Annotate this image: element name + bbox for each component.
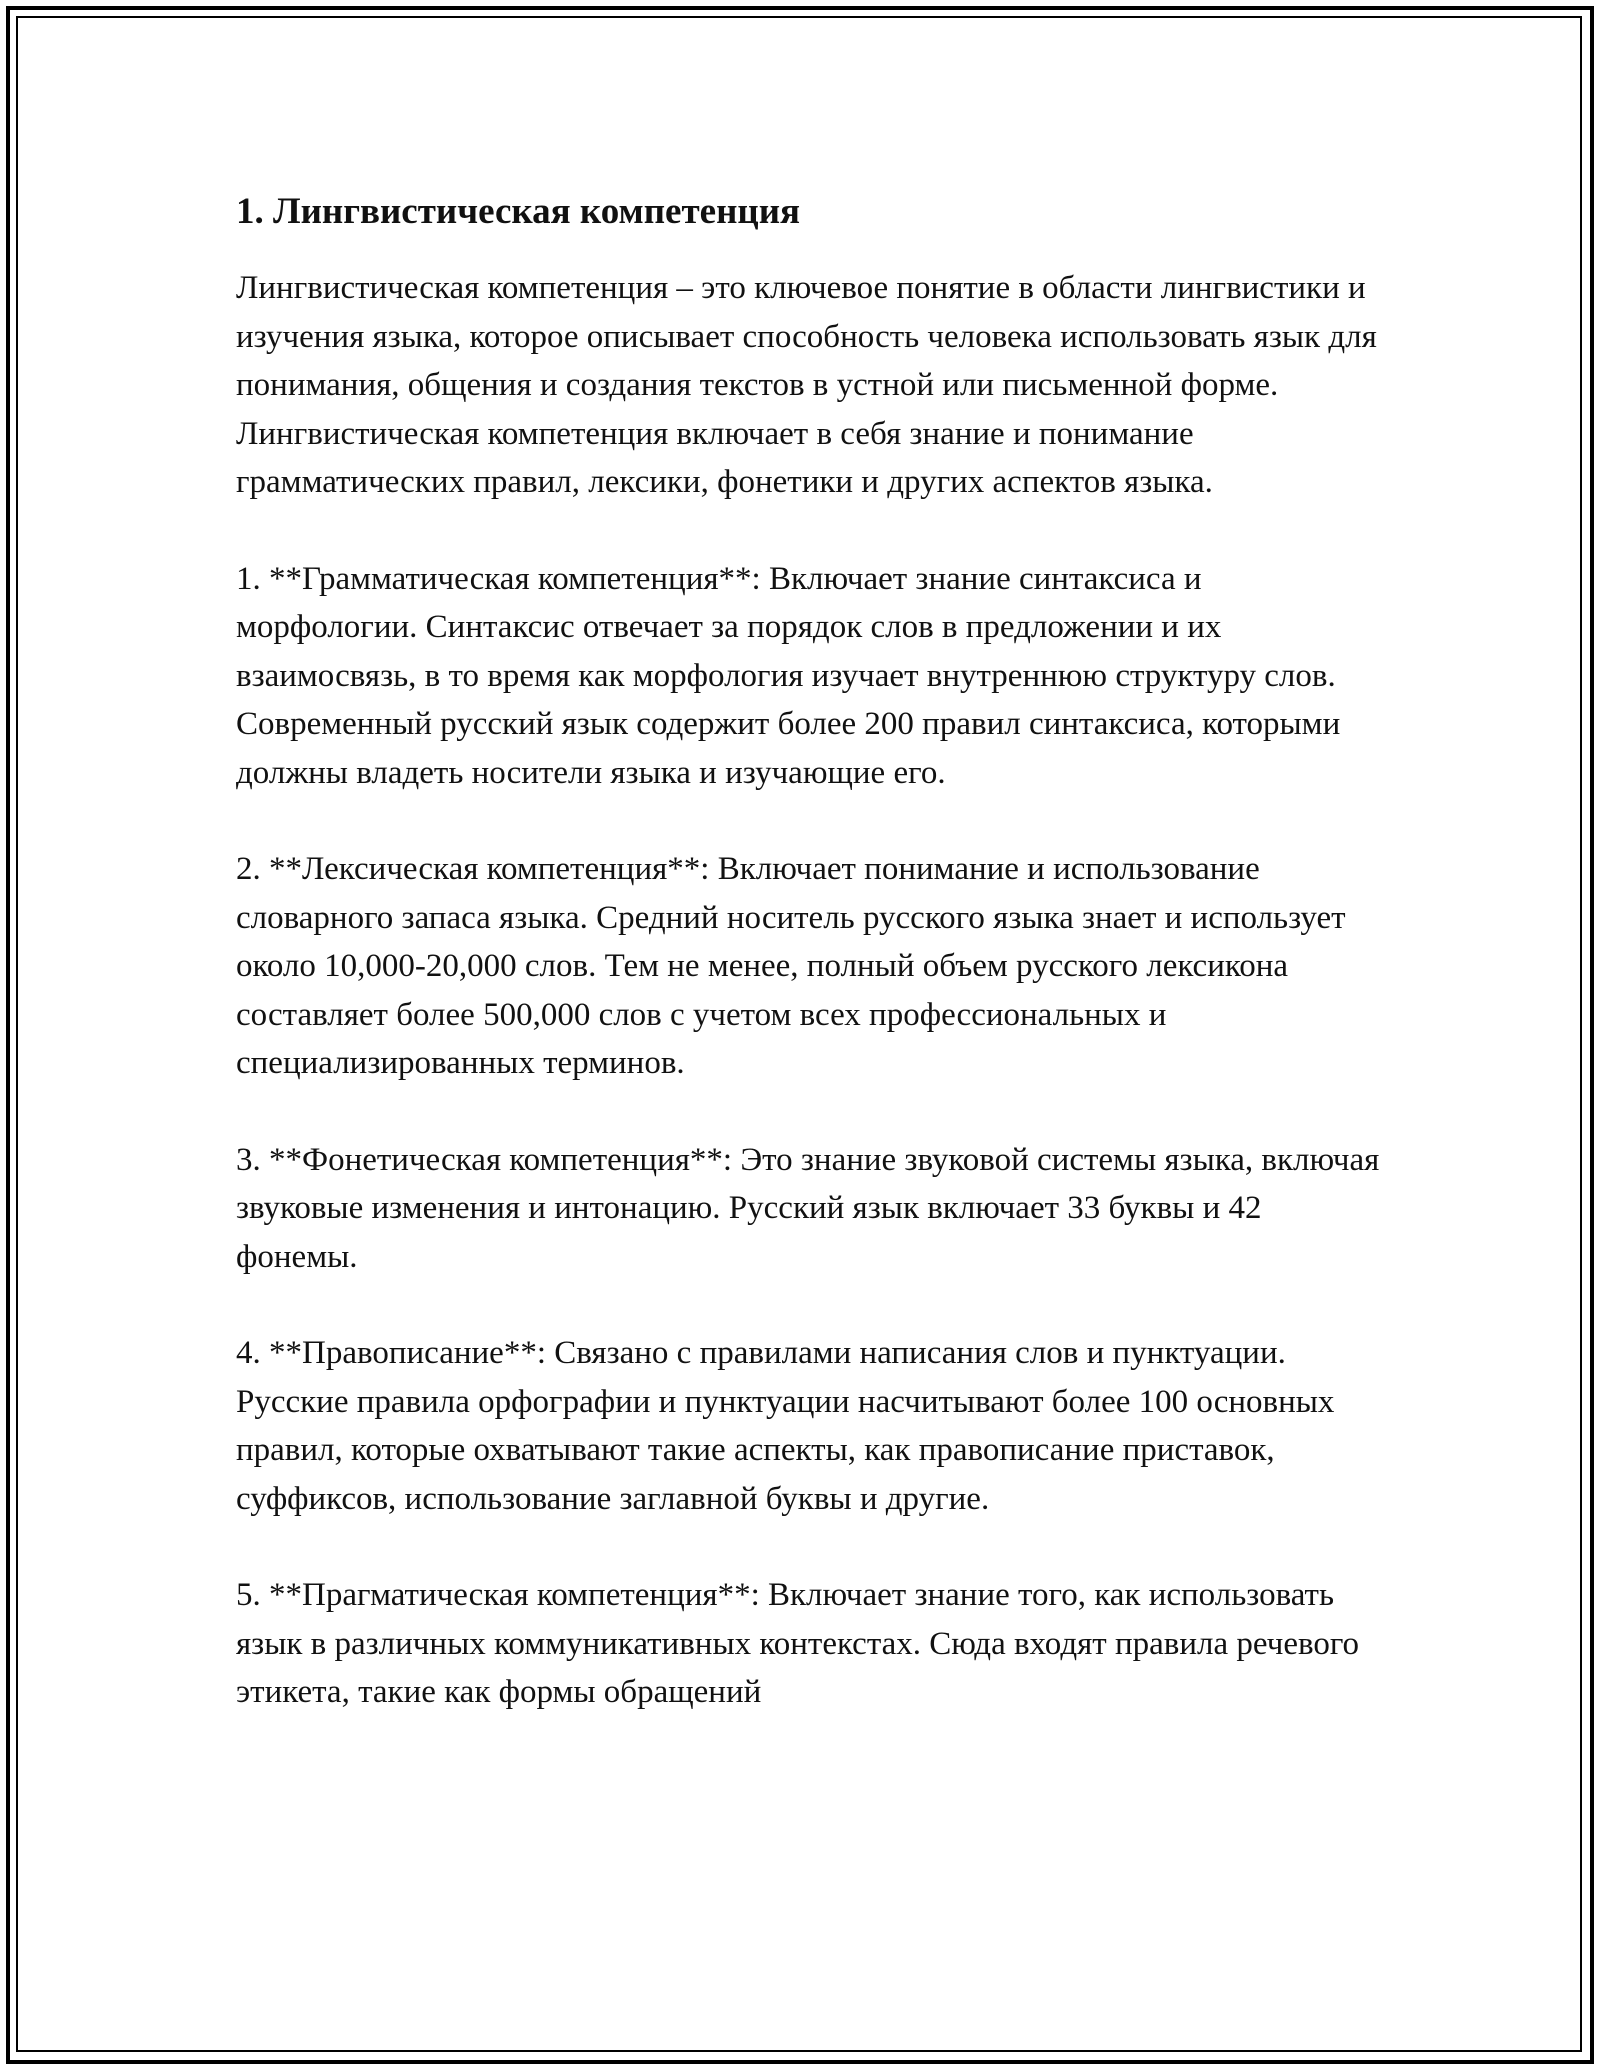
intro-paragraph: Лингвистическая компетенция – это ключевое понятие в области лингвистики и изучения языка, которое описывает способность человека использовать язык для понимания, общения и создания текстов в устной или письменной форме. Лингвистическая компетенция включает в себя знание и понимание грамматических правил, лексики, фонетики и других аспектов языка. (236, 270, 1377, 500)
grammar-paragraph: 1. **Грамматическая компетенция**: Включает знание синтаксиса и морфологии. Синтаксис отвечает за порядок слов в предложении и их взаимосвязь, в то время как морфология изучает внутреннюю структуру слов. Современный русский язык содержит более 200 правил синтаксиса, которыми должны владеть носители языка и изучающие его. (236, 560, 1341, 791)
lexical-paragraph: 2. **Лексическая компетенция**: Включает понимание и использование словарного запаса языка. Средний носитель русского языка знает и использует около 10,000-20,000 слов. Тем не менее, полный объем русского лексикона составляет более 500,000 слов с учетом всех профессиональных и специализированных терминов. (236, 851, 1346, 1081)
phonetic-paragraph: 3. **Фонетическая компетенция**: Это знание звуковой системы языка, включая звуковые изменения и интонацию. Русский язык включает 33 буквы и 42 фонемы. (236, 1141, 1380, 1275)
section-heading: 1. Лингвистическая компетенция (236, 191, 801, 232)
spelling-paragraph: 4. **Правописание**: Связано с правилами написания слов и пунктуации. Русские правила орфографии и пунктуации насчитывают более 100 основных правил, которые охватывают такие аспекты, как правописание приставок, суффиксов, использование заглавной буквы и другие. (236, 1335, 1335, 1517)
document-body (236, 188, 1386, 1765)
pragmatic-paragraph: 5. **Прагматическая компетенция**: Включает знание того, как использовать язык в различных коммуникативных контекстах. Сюда входят правила речевого этикета, такие как формы обращений (236, 1577, 1360, 1710)
